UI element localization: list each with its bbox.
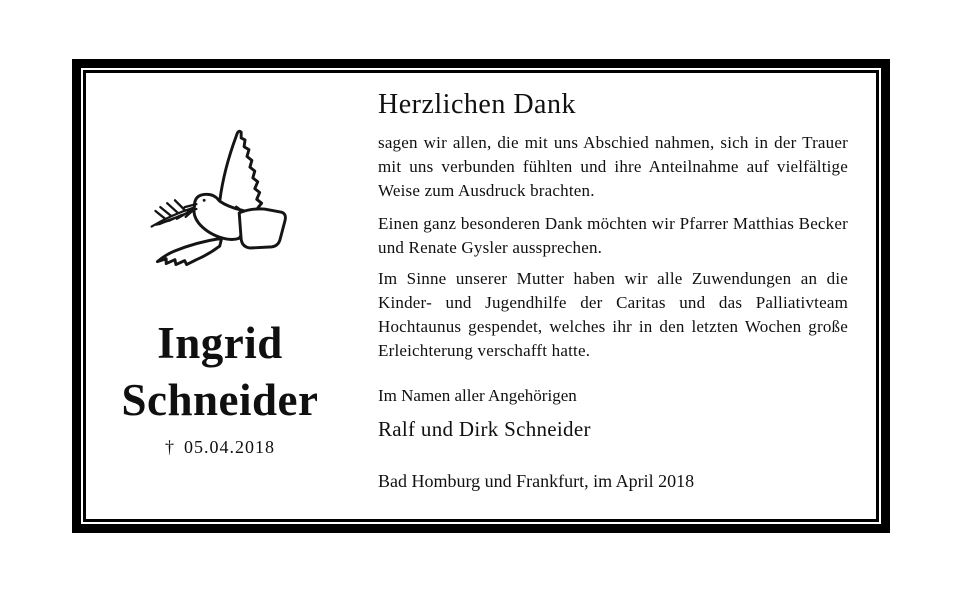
notice-heading: Herzlichen Dank: [378, 89, 576, 120]
inner-frame: [83, 70, 879, 522]
deceased-last-name: Schneider: [121, 375, 319, 425]
dove-icon: [136, 111, 321, 273]
card-content: [86, 73, 876, 519]
paragraph-general-thanks: sagen wir allen, die mit uns Abschied nahmen, sich in der Trauer mit uns verbunden fühlten und ihre Anteilnahme auf vielfältige Weise zum Ausdruck brachten.: [378, 133, 848, 200]
death-date-value: 05.04.2018: [184, 437, 275, 457]
place-and-date: Bad Homburg und Frankfurt, im April 2018: [378, 471, 695, 491]
paragraph-special-thanks: Einen ganz besonderen Dank möchten wir Pfarrer Matthias Becker und Renate Gysler aussprechen.: [378, 214, 848, 257]
deceased-name: [88, 315, 352, 429]
closing-in-name-of: Im Namen aller Angehörigen: [378, 386, 577, 405]
death-date: [88, 437, 352, 458]
paragraph-donations: Im Sinne unserer Mutter haben wir alle Zuwendungen an die Kinder- und Jugendhilfe der Caritas und das Palliativteam Hochtaunus gespendet, welches ihr in den letzten Wochen große Erleichterung verschafft hatte.: [378, 269, 848, 360]
cross-icon: †: [165, 437, 175, 457]
memorial-card-frame: [72, 59, 890, 533]
signatories: Ralf und Dirk Schneider: [378, 417, 591, 441]
deceased-first-name: Ingrid: [157, 318, 283, 368]
